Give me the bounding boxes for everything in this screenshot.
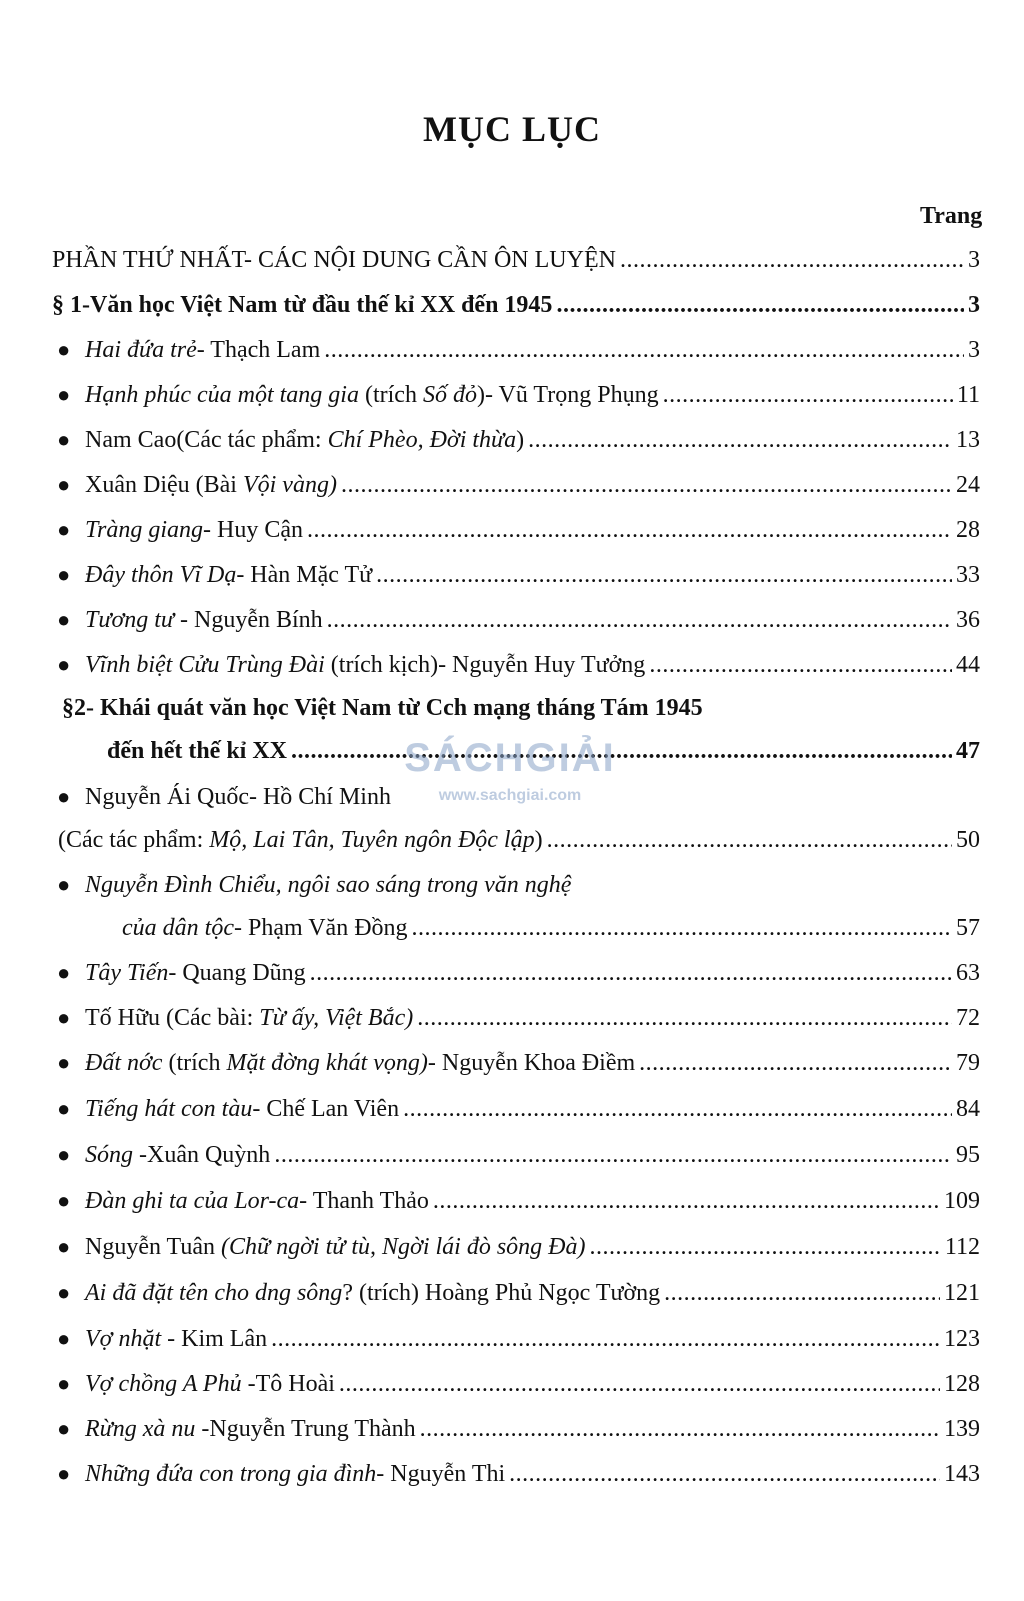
- page-number: 72: [956, 1005, 980, 1031]
- toc-item-cont: [0, 908, 1024, 948]
- toc-item: [0, 420, 1024, 460]
- leader-dots: [417, 998, 952, 1038]
- entry-text: (trích kịch)- Nguyễn Huy Tưởng: [324, 652, 646, 678]
- bullet-icon: ●: [57, 427, 71, 452]
- bullet-icon: ●: [57, 1326, 71, 1351]
- bullet-icon: ●: [57, 562, 71, 587]
- toc-item: [0, 953, 1024, 993]
- leader-dots: [403, 1089, 952, 1129]
- entry-text: PHẦN THỨ NHẤT- CÁC NỘI DUNG CẦN ÔN LUYỆN: [52, 247, 616, 273]
- leader-dots: [327, 600, 952, 640]
- toc-item: [0, 510, 1024, 550]
- page-number: 13: [956, 427, 980, 453]
- work-title: của dân tộc: [122, 915, 234, 941]
- page-number: 47: [956, 738, 980, 764]
- page-number: 3: [968, 292, 980, 318]
- page-number: 123: [944, 1326, 980, 1352]
- work-title: Vợ nhặt: [85, 1326, 162, 1352]
- leader-dots: [664, 1273, 940, 1313]
- leader-dots: [291, 731, 952, 771]
- entry-text: (trích: [162, 1050, 227, 1076]
- bullet-icon: ●: [57, 1005, 71, 1030]
- toc-part-heading: [0, 240, 1024, 280]
- toc-item: [0, 330, 1024, 370]
- page-number: 139: [944, 1416, 980, 1442]
- toc-item: [0, 1227, 1024, 1267]
- work-title: Rừng xà nu: [85, 1416, 196, 1442]
- toc-item: [0, 1454, 1024, 1494]
- work-title: Ai đã đặt tên cho dng sông: [85, 1280, 343, 1306]
- bullet-icon: ●: [57, 337, 71, 362]
- entry-text: -Xuân Quỳnh: [133, 1142, 271, 1168]
- bullet-icon: ●: [57, 784, 71, 809]
- entry-text: - Nguyễn Bính: [174, 607, 323, 633]
- bullet-icon: ●: [57, 1416, 71, 1441]
- page-number: 28: [956, 517, 980, 543]
- page-column-header: Trang: [920, 203, 983, 229]
- entry-text: ): [534, 827, 543, 853]
- toc-item: [0, 600, 1024, 640]
- work-title: Đất nớc: [85, 1050, 163, 1076]
- page-number: 36: [956, 607, 980, 633]
- leader-dots: [310, 953, 952, 993]
- page-number: 11: [956, 382, 980, 408]
- page-number: 128: [944, 1371, 980, 1397]
- work-title: (Chữ ngời tử tù, Ngời lái đò sông Đà): [221, 1234, 586, 1260]
- toc-section-heading: §2- Khái quát văn học Việt Nam từ Cch mạng tháng Tám 1945: [62, 695, 703, 721]
- leader-dots: [341, 465, 952, 505]
- leader-dots: [433, 1181, 940, 1221]
- entry-text: - Nguyễn Khoa Điềm: [427, 1050, 636, 1076]
- work-title: Đây thôn Vĩ Dạ: [85, 562, 237, 588]
- entry-text: - Thanh Thảo: [299, 1188, 429, 1214]
- leader-dots: [376, 555, 952, 595]
- page-number: 84: [956, 1096, 980, 1122]
- entry-text: ? (trích) Hoàng Phủ Ngọc Tường: [342, 1280, 661, 1306]
- toc-item: [57, 865, 571, 905]
- entry-text: Xuân Diệu (Bài: [85, 472, 243, 498]
- work-title: Vội vàng): [242, 472, 337, 498]
- entry-text: -Nguyễn Trung Thành: [195, 1416, 416, 1442]
- bullet-icon: ●: [57, 1371, 71, 1396]
- leader-dots: [307, 510, 952, 550]
- toc-item: [0, 1319, 1024, 1359]
- leader-dots: [528, 420, 952, 460]
- leader-dots: [324, 330, 964, 370]
- toc-item: [0, 1409, 1024, 1449]
- leader-dots: [590, 1227, 941, 1267]
- work-title: Mặt đờng khát vọng): [226, 1050, 428, 1076]
- entry-text: )- Vũ Trọng Phụng: [476, 382, 659, 408]
- entry-text: - Huy Cận: [203, 517, 304, 543]
- toc-item: [0, 1089, 1024, 1129]
- work-title: Sóng: [85, 1142, 133, 1168]
- bullet-icon: ●: [57, 517, 71, 542]
- work-title: Chí Phèo, Đời thừa: [327, 427, 517, 453]
- page-title: MỤC LỤC: [423, 109, 601, 149]
- toc-item: [0, 1043, 1024, 1083]
- leader-dots: [509, 1454, 940, 1494]
- work-title: Tây Tiến: [85, 960, 169, 986]
- leader-dots: [649, 645, 952, 685]
- page-number: 33: [956, 562, 980, 588]
- entry-text: Nguyễn Tuân: [85, 1234, 222, 1260]
- work-title: Hạnh phúc của một tang gia: [85, 382, 359, 408]
- bullet-icon: ●: [57, 1461, 71, 1486]
- work-title: Những đứa con trong gia đình: [85, 1461, 377, 1487]
- leader-dots: [274, 1135, 952, 1175]
- work-title: Tiếng hát con tàu: [85, 1096, 253, 1122]
- entry-text: (Các tác phẩm:: [58, 827, 210, 853]
- entry-text: - Kim Lân: [161, 1326, 268, 1352]
- page-number: 95: [956, 1142, 980, 1168]
- toc-item: [57, 777, 391, 817]
- work-title: Hai đứa trẻ: [85, 337, 197, 363]
- work-title: Từ ấy, Việt Bắc): [259, 1005, 414, 1031]
- toc-item: [0, 555, 1024, 595]
- toc-section-heading: [0, 285, 1024, 325]
- page-number: 79: [956, 1050, 980, 1076]
- leader-dots: [639, 1043, 952, 1083]
- bullet-icon: ●: [57, 1142, 71, 1167]
- toc-item: [0, 1135, 1024, 1175]
- page-number: 63: [956, 960, 980, 986]
- leader-dots: [556, 285, 964, 325]
- entry-text: § 1-Văn học Việt Nam từ đầu thế kỉ XX đến 1945: [52, 292, 553, 318]
- leader-dots: [420, 1409, 940, 1449]
- bullet-icon: ●: [57, 1188, 71, 1213]
- work-title: Nguyễn Đình Chiểu, ngôi sao sáng trong văn nghệ: [85, 872, 572, 898]
- page-number: 121: [944, 1280, 980, 1306]
- watermark-url: www.sachgiai.com: [438, 787, 582, 804]
- work-title: Số đỏ: [422, 382, 477, 408]
- page-number: 44: [956, 652, 980, 678]
- page-number: 3: [968, 247, 980, 273]
- bullet-icon: ●: [57, 1050, 71, 1075]
- leader-dots: [663, 375, 953, 415]
- leader-dots: [620, 240, 964, 280]
- leader-dots: [339, 1364, 940, 1404]
- bullet-icon: ●: [57, 872, 71, 897]
- page-number: 57: [956, 915, 980, 941]
- watermark-logo: SÁCHGIẢI: [404, 736, 616, 780]
- toc-item: [0, 998, 1024, 1038]
- bullet-icon: ●: [57, 1096, 71, 1121]
- entry-text: -Tô Hoài: [241, 1371, 335, 1397]
- entry-text: đến hết thế kỉ XX: [107, 738, 288, 764]
- bullet-icon: ●: [57, 382, 71, 407]
- work-title: Tràng giang: [85, 517, 204, 543]
- entry-text: - Quang Dũng: [168, 960, 306, 986]
- entry-text: Tố Hữu (Các bài:: [85, 1005, 260, 1031]
- page-number: 143: [944, 1461, 980, 1487]
- toc-item: [0, 1364, 1024, 1404]
- work-title: Đàn ghi ta của Lor-ca: [85, 1188, 300, 1214]
- leader-dots: [271, 1319, 940, 1359]
- toc-item: [0, 645, 1024, 685]
- bullet-icon: ●: [57, 652, 71, 677]
- entry-text: (trích: [358, 382, 423, 408]
- work-title: Mộ, Lai Tân, Tuyên ngôn Độc lập: [209, 827, 535, 853]
- page-number: 112: [944, 1234, 980, 1260]
- entry-text: - Chế Lan Viên: [252, 1096, 400, 1122]
- watermark: [400, 735, 620, 830]
- page-number: 50: [956, 827, 980, 853]
- work-title: Vĩnh biệt Cửu Trùng Đài: [85, 652, 325, 678]
- page-number: 24: [956, 472, 980, 498]
- work-title: Vợ chồng A Phủ: [85, 1371, 242, 1397]
- entry-text: - Thạch Lam: [196, 337, 321, 363]
- bullet-icon: ●: [57, 607, 71, 632]
- bullet-icon: ●: [57, 960, 71, 985]
- toc-item: [0, 465, 1024, 505]
- entry-text: Nam Cao(Các tác phẩm:: [85, 427, 328, 453]
- entry-text: - Phạm Văn Đồng: [233, 915, 408, 941]
- bullet-icon: ●: [57, 1234, 71, 1259]
- toc-item: [0, 1181, 1024, 1221]
- toc-item: [0, 1273, 1024, 1313]
- page-number: 109: [944, 1188, 980, 1214]
- toc-item: [0, 375, 1024, 415]
- bullet-icon: ●: [57, 472, 71, 497]
- entry-text: Nguyễn Ái Quốc- Hồ Chí Minh: [85, 784, 391, 810]
- work-title: Tương tư: [85, 607, 175, 633]
- leader-dots: [412, 908, 952, 948]
- entry-text: - Hàn Mặc Tử: [236, 562, 373, 588]
- bullet-icon: ●: [57, 1280, 71, 1305]
- entry-text: - Nguyễn Thi: [376, 1461, 506, 1487]
- entry-text: ): [516, 427, 525, 453]
- page-number: 3: [968, 337, 980, 363]
